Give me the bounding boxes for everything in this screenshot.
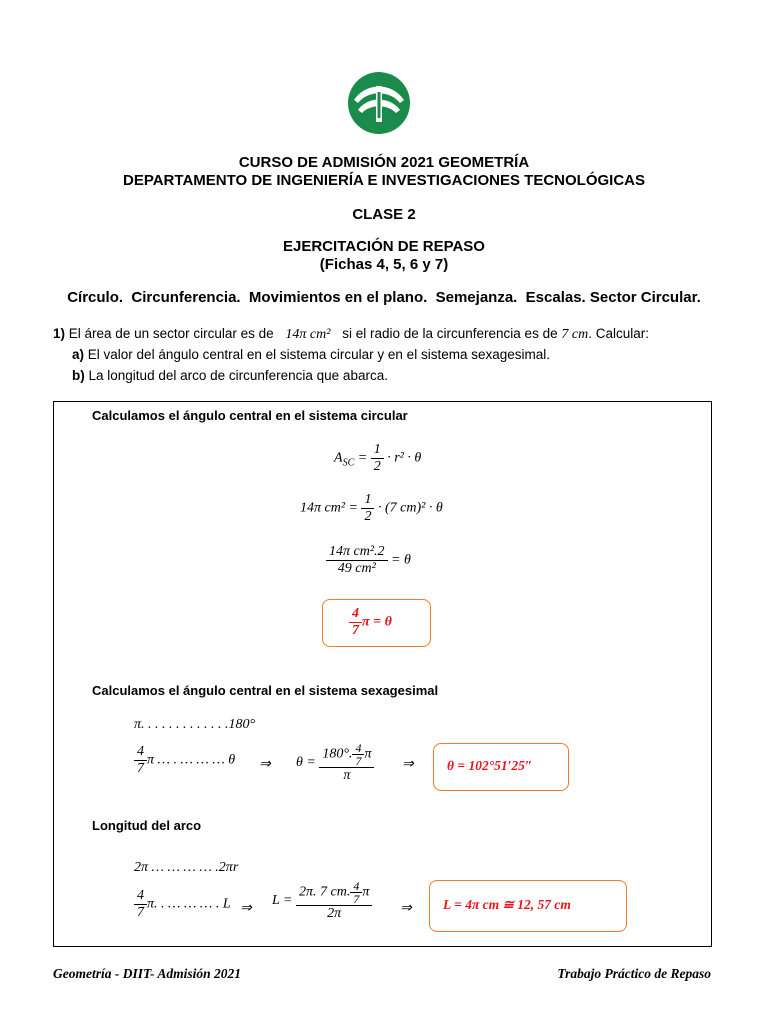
radius-value: 7 cm	[561, 327, 589, 342]
footer-left: Geometría - DIIT- Admisión 2021	[53, 966, 242, 981]
problem-part-a: a) El valor del ángulo central en el sistema circular y en el sistema sexagesimal.	[72, 347, 550, 362]
department-title: DEPARTAMENTO DE INGENIERÍA E INVESTIGACIONES TECNOLÓGICAS	[123, 172, 645, 189]
equation-area-formula: $A_{SC}$ = $\frac{1}{2}$ · r² · θ	[334, 442, 422, 474]
proportion-line-1: π. . . . . . . . . . . . .180°	[134, 717, 256, 732]
class-title: CLASE 2	[352, 206, 416, 223]
arc-formula: L = 2π. 7 cm. $\frac{4}{7}$ π 2π	[272, 880, 372, 922]
fichas-subtitle: (Fichas 4, 5, 6 y 7)	[319, 256, 449, 273]
section-title: EJERCITACIÓN DE REPASO	[283, 238, 485, 255]
solution-box	[53, 401, 712, 947]
heading-arc-length: Longitud del arco	[92, 818, 202, 833]
result-radians-box	[322, 599, 431, 647]
university-logo	[346, 70, 412, 136]
area-value: 14π cm²	[285, 327, 331, 342]
result-radians: $\frac{4}{7}$ π = θ	[349, 606, 392, 639]
problem-number: 1)	[53, 326, 66, 341]
arc-proportion-line-1: 2π … … … … .2πr	[134, 860, 239, 875]
result-degrees: θ = 102°51′25″	[447, 758, 533, 773]
result-degrees-box	[433, 743, 569, 791]
heading-circular: Calculamos el ángulo central en el sistema circular	[92, 408, 408, 423]
result-arc-box	[429, 880, 627, 932]
proportion-line-2: $\frac{4}{7}$ π … . … … … θ	[134, 744, 235, 777]
footer-right: Trabajo Práctico de Repaso	[557, 966, 711, 981]
arrow-1: ⇒	[259, 757, 271, 772]
arc-proportion-line-2: $\frac{4}{7}$ π. . … … … . L	[134, 888, 231, 921]
problem-part-b: b) La longitud del arco de circunferencia que abarca.	[72, 368, 388, 383]
arrow-2: ⇒	[402, 757, 414, 772]
topics-line: Círculo. Circunferencia. Movimientos en el plano. Semejanza. Escalas. Sector Circular.	[67, 289, 701, 306]
result-arc: L = 4π cm ≅ 12, 57 cm	[443, 897, 571, 912]
arrow-3: ⇒	[240, 901, 252, 916]
course-title: CURSO DE ADMISIÓN 2021 GEOMETRÍA	[238, 154, 530, 171]
heading-sexagesimal: Calculamos el ángulo central en el sistema sexagesimal	[92, 683, 439, 698]
equation-solve-theta: $\frac{\text{14π cm².2}}{\text{49 cm²}}$ = θ	[326, 544, 411, 577]
problem-statement: 1) El área de un sector circular es de 14π cm² si el radio de la circunferencia es de 7 cm. Calcular:	[53, 326, 649, 342]
theta-formula: θ = 180°. $\frac{4}{7}$ π π	[296, 742, 374, 784]
arrow-4: ⇒	[400, 901, 412, 916]
equation-substitution: 14π cm² = $\frac{1}{2}$ · (7 cm)² · θ	[300, 492, 443, 524]
